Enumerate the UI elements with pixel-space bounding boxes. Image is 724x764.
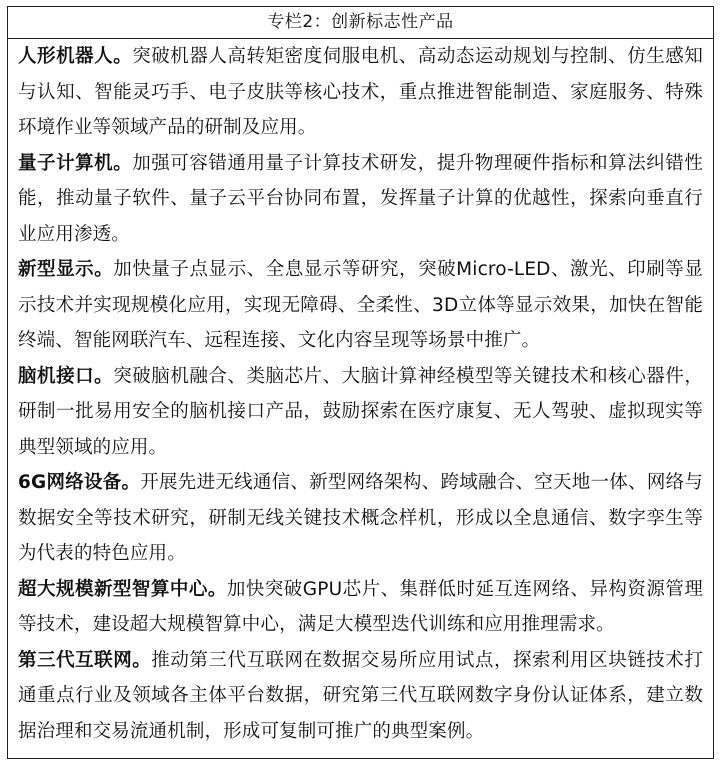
section-text: 加强可容错通用量子计算技术研发，提升物理硬件指标和算法纠错性能，推动量子软件、量子云平台协同布置，发挥量子计算的优越性，探索向垂直行业应用渗透。 bbox=[18, 152, 703, 245]
section-text: 开展先进无线通信、新型网络架构、跨域融合、空天地一体、网络与数据安全等技术研究，研制无线关键技术概念样机，形成以全息通信、数字孪生等为代表的特色应用。 bbox=[18, 472, 703, 564]
section-text: 突破脑机融合、类脑芯片、大脑计算神经模型等关键技术和核心器件，研制一批易用安全的脑机接口产品，鼓励探索在医疗康复、无人驾驶、虚拟现实等典型领域的应用。 bbox=[18, 365, 703, 458]
section-title: 超大规模新型智算中心。 bbox=[18, 578, 227, 600]
section-title: 量子计算机。 bbox=[18, 152, 133, 174]
section-text: 突破机器人高转矩密度伺服电机、高动态运动规划与控制、仿生感知与认知、智能灵巧手、电子皮肤等核心技术，重点推进智能制造、家庭服务、特殊环境作业等领域产品的研制及应用。 bbox=[18, 46, 703, 138]
column-content bbox=[8, 39, 713, 749]
section-intelligent-computing-center bbox=[18, 572, 703, 643]
section-text: 加快量子点显示、全息显示等研究，突破Micro-LED、激光、印刷等显示技术并实现规模化应用，实现无障碍、全柔性、3D立体等显示效果，加快在智能终端、智能网联汽车、远程连接、文化内容呈现等场景中推广。 bbox=[18, 259, 703, 351]
section-quantum-computer bbox=[18, 146, 703, 253]
section-new-display bbox=[18, 252, 703, 359]
section-title: 脑机接口。 bbox=[18, 365, 114, 387]
section-title: 新型显示。 bbox=[18, 259, 114, 280]
section-text: 推动第三代互联网在数据交易所应用试点，探索利用区块链技术打通重点行业及领域各主体平台数据，研究第三代互联网数字身份认证体系，建立数据治理和交易流通机制，形成可复制可推广的典型案例。 bbox=[18, 649, 703, 742]
section-text: 加快突破GPU芯片、集群低时延互连网络、异构资源管理等技术，建设超大规模智算中心，满足大模型迭代训练和应用推理需求。 bbox=[18, 578, 703, 635]
section-humanoid-robot bbox=[18, 39, 703, 146]
section-third-generation-internet bbox=[18, 643, 703, 750]
section-title: 6G网络设备。 bbox=[18, 472, 141, 493]
column-title: 专栏2：创新标志性产品 bbox=[8, 7, 713, 39]
section-brain-computer-interface bbox=[18, 359, 703, 466]
section-title: 第三代互联网。 bbox=[18, 649, 152, 671]
special-column-box bbox=[7, 6, 714, 759]
section-title: 人形机器人。 bbox=[18, 46, 133, 67]
section-6g-network-equipment bbox=[18, 465, 703, 572]
